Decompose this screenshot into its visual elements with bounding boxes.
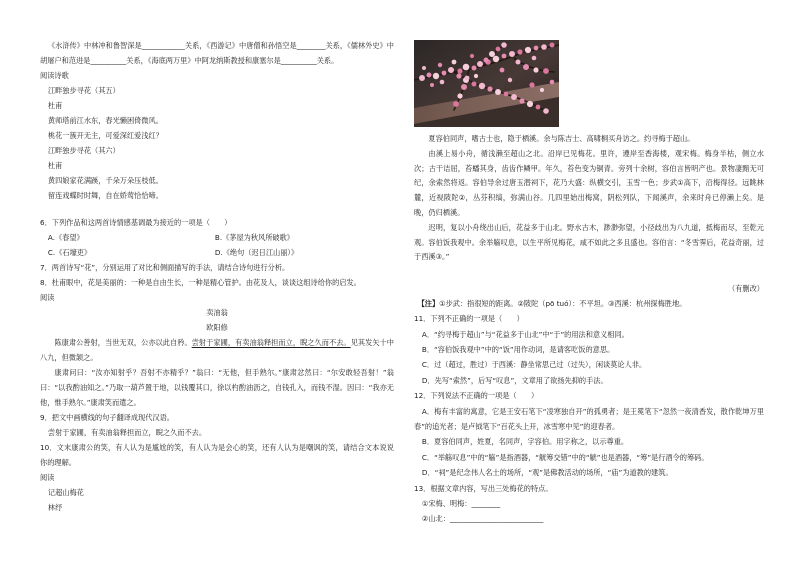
option-b: B．“容伯饭我观中”中的“饭”用作动词，是请客吃饭的意思。 [421, 344, 615, 354]
poem-author: 杜甫 [47, 101, 63, 110]
poem-title: 江畔独步寻花（其六） [47, 146, 120, 155]
question-13 [414, 481, 764, 527]
option-a: A.《春望》 [47, 233, 84, 242]
plum-blossom-photo [414, 40, 559, 127]
essay-paragraph: 由溪上易小舟，循浅濑至超山之北。沿岸已见梅花。里许，遵岸至香海楼，观宋梅。梅身半枯，侧立水次；古干诘屈，苔蟠其身，齿齿作鳞甲。年久，苔色变为铜青。旁列十余树，容伯言皆明产也。景物凄黯无可纪，余索然将返。容伯导余过唐玉潜祠下，花乃大盛：纵横交引，玉雪一色；步武①高下，沿梅得径。远眺林麓，近视陂陀②，丛芬积缟，弥满山谷。几四里始出梅窝，阴松列队，下闻溪声，余来时舟已停濑上矣。是晚，仍归栖溪。 [414, 148, 764, 217]
reading-label: 阅读 [40, 473, 55, 482]
option-d: D．“祠”是纪念伟人名士的场所，“观”是佛教活动的场所，“庙”为道教的建筑。 [421, 468, 673, 478]
essay-title: 卖油翁 [206, 308, 228, 317]
question-12 [414, 388, 764, 480]
essay-chaoshan-meihua [414, 132, 764, 265]
poem-section-label: 阅读诗歌 [40, 71, 69, 80]
annotation-notes [414, 296, 764, 311]
essay-text: 陈康肃公善射，当世无双，公亦以此自矜。 [54, 338, 192, 347]
question-stem: 11．下列不正确的一项是（ ） [414, 314, 524, 324]
option-d: D.《绝句（迟日江山丽）》 [214, 248, 299, 257]
question-7: 7．两首诗写“花”，分别运用了对比和侧面描写的手法，请结合诗句进行分析。 [40, 263, 290, 272]
question-stem: 6．下列作品和这两首诗情感基调最为接近的一项是（ ） [40, 218, 232, 227]
plum-blossom-icon [414, 40, 559, 127]
fill-blank-question: 《水浒传》中林冲和鲁智深是____________关系，《西游记》中唐僧和孙悟空是________关系，《儒林外史》中胡屠户和范进是__________关系，《海底两万里》中阿龙纳斯教授和康塞尔是__________关系。 [40, 41, 394, 65]
option-b: B．夏容伯同声，姓夏，名同声，字容伯。用字称之，以示尊重。 [421, 437, 629, 447]
notes-text: ①步武：指很短的距离。②陂陀（pō tuó）：不平坦。③西溪：杭州探梅胜地。 [439, 299, 687, 309]
poem-1 [40, 83, 394, 143]
poem-author: 杜甫 [47, 161, 63, 170]
right-column [414, 40, 764, 527]
poem-line: 黄四娘家花满蹊，千朵万朵压枝低。 [47, 176, 163, 185]
poem-line: 黄师塔前江水东，春光懒困倚微风。 [47, 116, 163, 125]
essay-author: 欧阳修 [206, 323, 228, 332]
question-stem: 13．根据文章内容，写出三处梅花的特点。 [414, 483, 553, 493]
option-c: C．“举觞叹息”中的“觞”是指酒器，“觥筹交错”中的“觥”也是酒器，“筹”是行酒令的筹码。 [421, 452, 709, 462]
option-d: D．先写“索然”，后写“叹息”，文章用了欲扬先抑的手法。 [421, 375, 608, 385]
option-a: A．梅有丰富的寓意，它是王安石笔下“凌寒独自开”的孤勇者；是王冕笔下“忽然一夜清香发，散作乾坤万里春”的追光者；是卢钺笔下“百花头上开，冰雪寒中见”的迎春者。 [414, 406, 764, 432]
poem-line: 桃花一簇开无主，可爱深红爱浅红？ [47, 131, 163, 140]
question-11 [414, 311, 764, 388]
essay-title: 记超山梅花 [47, 488, 84, 497]
answer-blank: ②山北：__________________________ [421, 514, 544, 524]
essay-author: 林纾 [47, 503, 63, 512]
question-9-sentence: 尝射于家圃，有卖油翁释担而立，睨之久而不去。 [47, 428, 207, 437]
reading-label: 阅读 [40, 293, 55, 302]
option-a: A．“约寻梅于超山”与“花益多于山北”中“于”的用法和意义相同。 [421, 329, 629, 339]
essay-paragraph: 夏容伯同声，嗜古士也，隐于栖溪。余与陈吉士、高啸桐买舟访之。约寻梅于超山。 [428, 134, 695, 143]
essay-paragraph: 迟明，复以小舟绕出山后，花益多于山北。野水古木，渺渺弥望，小径歧出为八九道，抵梅而尽，至乾元观。容伯饭我观中。余举觞叹息，以生平所见梅花，咸不如此之多且盛也。容伯言：“冬雪霁后，花益奇丽，过于西溪③。” [414, 222, 764, 262]
question-8: 8．杜甫眼中，花是美丽的：一种是自由生长，一种是精心管护。由花及人，谈谈这组诗给你的启发。 [40, 278, 361, 287]
poem-title: 江畔独步寻花（其五） [47, 86, 120, 95]
essay-paragraph [40, 335, 394, 365]
notes-label: 【注】 [417, 299, 440, 309]
essay-maiyouweng [40, 305, 394, 410]
option-c: C.《石壕吏》 [47, 248, 92, 257]
option-b: B.《茅屋为秋风所破歌》 [214, 233, 294, 242]
option-c: C．过（超过，胜过）于西溪：静坐常思己过（过失），闲谈莫论人非。 [421, 360, 647, 370]
source-note: （有删改） [728, 284, 764, 294]
essay-paragraph: 康肃问曰：“汝亦知射乎？吾射不亦精乎？”翁曰：“无他，但手熟尔。”康肃忿然曰：“尔安敢轻吾射！”翁曰：“以我酌油知之。”乃取一葫芦置于地，以钱覆其口，徐以杓酌油沥之，自钱孔入，而钱不湿。因曰：“我亦无他，惟手熟尔。”康肃笑而遣之。 [40, 368, 394, 407]
answer-blank: ①宋梅、明梅：________ [421, 499, 501, 509]
underlined-sentence: 尝射于家圃，有卖油翁释担而立，睨之久而不去。 [191, 338, 351, 347]
essay-text: 见其发矢十中八九，但微颔之。 [40, 338, 394, 362]
question-options [40, 230, 394, 260]
question-9-stem: 9．把文中画横线的句子翻译成现代汉语。 [40, 413, 174, 422]
question-6 [40, 215, 394, 260]
question-stem: 12．下列说法不正确的一项是（ ） [414, 391, 539, 401]
left-column [40, 38, 394, 515]
poem-line: 留连戏蝶时时舞，自在娇莺恰恰啼。 [47, 191, 163, 200]
poem-2 [40, 143, 394, 203]
question-10: 10．文末康肃公的笑，有人认为是尴尬的笑，有人认为是会心的笑，还有人认为是嘲讽的笑，请结合文本说说你的理解。 [40, 443, 394, 467]
